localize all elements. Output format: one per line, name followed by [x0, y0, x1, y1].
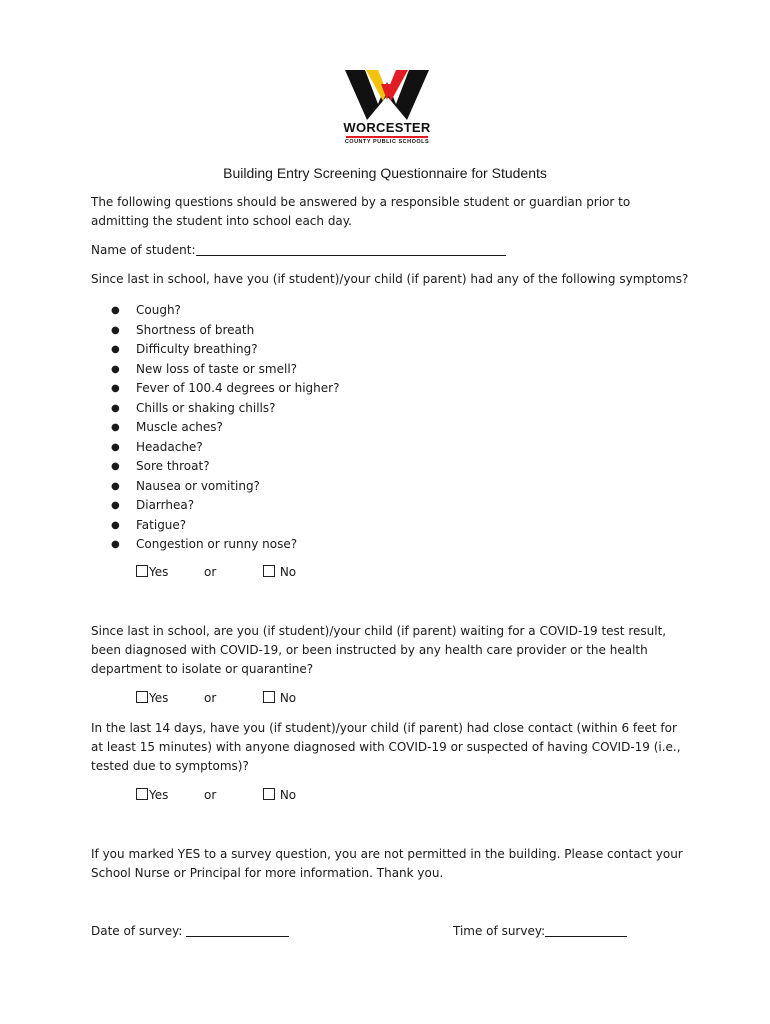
no-label: No — [279, 565, 297, 579]
symptom-label: Fatigue? — [136, 517, 187, 532]
symptom-item — [91, 399, 339, 419]
symptom-item — [91, 457, 339, 477]
bullet-icon: ● — [111, 461, 120, 472]
checkbox-icon[interactable] — [263, 691, 275, 703]
q2-prompt: Since last in school, are you (if student)/your child (if parent) waiting for a COVID-19 test result, been diagnosed with COVID-19, or been instructed by any health care provider or the health department to isolate or quarantine? — [91, 624, 667, 676]
bullet-icon: ● — [111, 519, 120, 531]
checkbox-icon[interactable] — [136, 565, 148, 577]
bullet-icon: ● — [111, 422, 120, 433]
bullet-icon: ● — [111, 344, 120, 355]
checkbox-icon[interactable] — [263, 565, 275, 577]
q1-no-option[interactable] — [263, 563, 296, 581]
no-label: No — [279, 691, 297, 705]
symptom-label: Cough? — [136, 303, 181, 317]
school-logo — [340, 70, 434, 150]
date-of-survey-field[interactable] — [91, 922, 289, 941]
q2-choices — [136, 689, 436, 707]
symptom-label: Fever of 100.4 degrees or higher? — [136, 381, 340, 395]
yes-label: Yes — [149, 691, 169, 705]
or-label: or — [204, 691, 217, 705]
symptom-item — [91, 418, 339, 438]
q1-yes-option[interactable] — [136, 563, 168, 581]
symptom-label: Congestion or runny nose? — [136, 537, 298, 551]
symptom-item — [91, 535, 339, 555]
q3-no-option[interactable] — [263, 786, 296, 804]
symptom-label: Shortness of breath — [136, 322, 255, 337]
q1-choices — [136, 563, 436, 581]
bullet-icon: ● — [111, 363, 120, 375]
bullet-icon: ● — [111, 305, 120, 316]
logo-subtitle: COUNTY PUBLIC SCHOOLS — [344, 139, 430, 145]
time-blank[interactable] — [545, 924, 627, 937]
symptom-item — [91, 438, 339, 458]
or-label: or — [204, 565, 217, 579]
notice-text: If you marked YES to a survey question, you are not permitted in the building. Please contact your School Nurse or Principal for more information. Thank you. — [91, 847, 683, 880]
bullet-icon: ● — [111, 324, 120, 336]
bullet-icon: ● — [111, 441, 120, 453]
q1-prompt: Since last in school, have you (if student)/your child (if parent) had any of the following symptoms? — [91, 272, 689, 286]
symptom-item — [91, 516, 339, 536]
symptom-label: Diarrhea? — [136, 498, 195, 512]
symptom-label: Headache? — [136, 439, 203, 454]
checkbox-icon[interactable] — [263, 788, 275, 800]
q2-no-option[interactable] — [263, 689, 296, 707]
date-blank[interactable] — [186, 924, 289, 937]
symptom-list — [91, 301, 339, 555]
w-logo-icon — [345, 70, 429, 120]
symptom-item — [91, 340, 339, 360]
symptom-label: Nausea or vomiting? — [136, 478, 260, 493]
time-of-survey-field[interactable] — [453, 922, 627, 941]
q3-prompt: In the last 14 days, have you (if student)/your child (if parent) had close contact (within 6 feet for at least 15 minutes) with anyone diagnosed with COVID-19 or suspected of having COVID-19 (i.e., tested due to symptoms)? — [91, 721, 681, 773]
bullet-icon: ● — [111, 539, 120, 550]
symptom-item — [91, 321, 339, 341]
yes-label: Yes — [149, 565, 169, 579]
checkbox-icon[interactable] — [136, 788, 148, 800]
symptom-label: Chills or shaking chills? — [136, 400, 276, 415]
symptom-label: Muscle aches? — [136, 420, 223, 434]
time-label: Time of survey: — [453, 924, 546, 938]
logo-divider — [346, 136, 428, 138]
logo-name: WORCESTER — [343, 120, 431, 135]
symptom-item — [91, 379, 339, 399]
or-label: or — [204, 788, 217, 802]
symptom-label: New loss of taste or smell? — [136, 361, 298, 376]
q3-choices — [136, 786, 436, 804]
q3-yes-option[interactable] — [136, 786, 168, 804]
student-name-field[interactable] — [91, 241, 691, 260]
yes-label: Yes — [149, 788, 169, 802]
bullet-icon: ● — [111, 500, 120, 511]
q2-yes-option[interactable] — [136, 689, 168, 707]
no-label: No — [279, 788, 297, 802]
student-name-blank[interactable] — [196, 243, 506, 256]
symptom-label: Difficulty breathing? — [136, 342, 258, 356]
symptom-item — [91, 477, 339, 497]
symptom-label: Sore throat? — [136, 459, 210, 473]
page-title: Building Entry Screening Questionnaire for Students — [223, 165, 547, 181]
bullet-icon: ● — [111, 480, 120, 492]
symptom-item — [91, 360, 339, 380]
symptom-item — [91, 301, 339, 321]
checkbox-icon[interactable] — [136, 691, 148, 703]
student-name-label: Name of student: — [91, 243, 196, 257]
date-label: Date of survey: — [91, 924, 183, 938]
bullet-icon: ● — [111, 402, 120, 414]
bullet-icon: ● — [111, 383, 120, 394]
symptom-item — [91, 496, 339, 516]
intro-text: The following questions should be answered by a responsible student or guardian prior to admitting the student into school each day. — [91, 195, 631, 228]
